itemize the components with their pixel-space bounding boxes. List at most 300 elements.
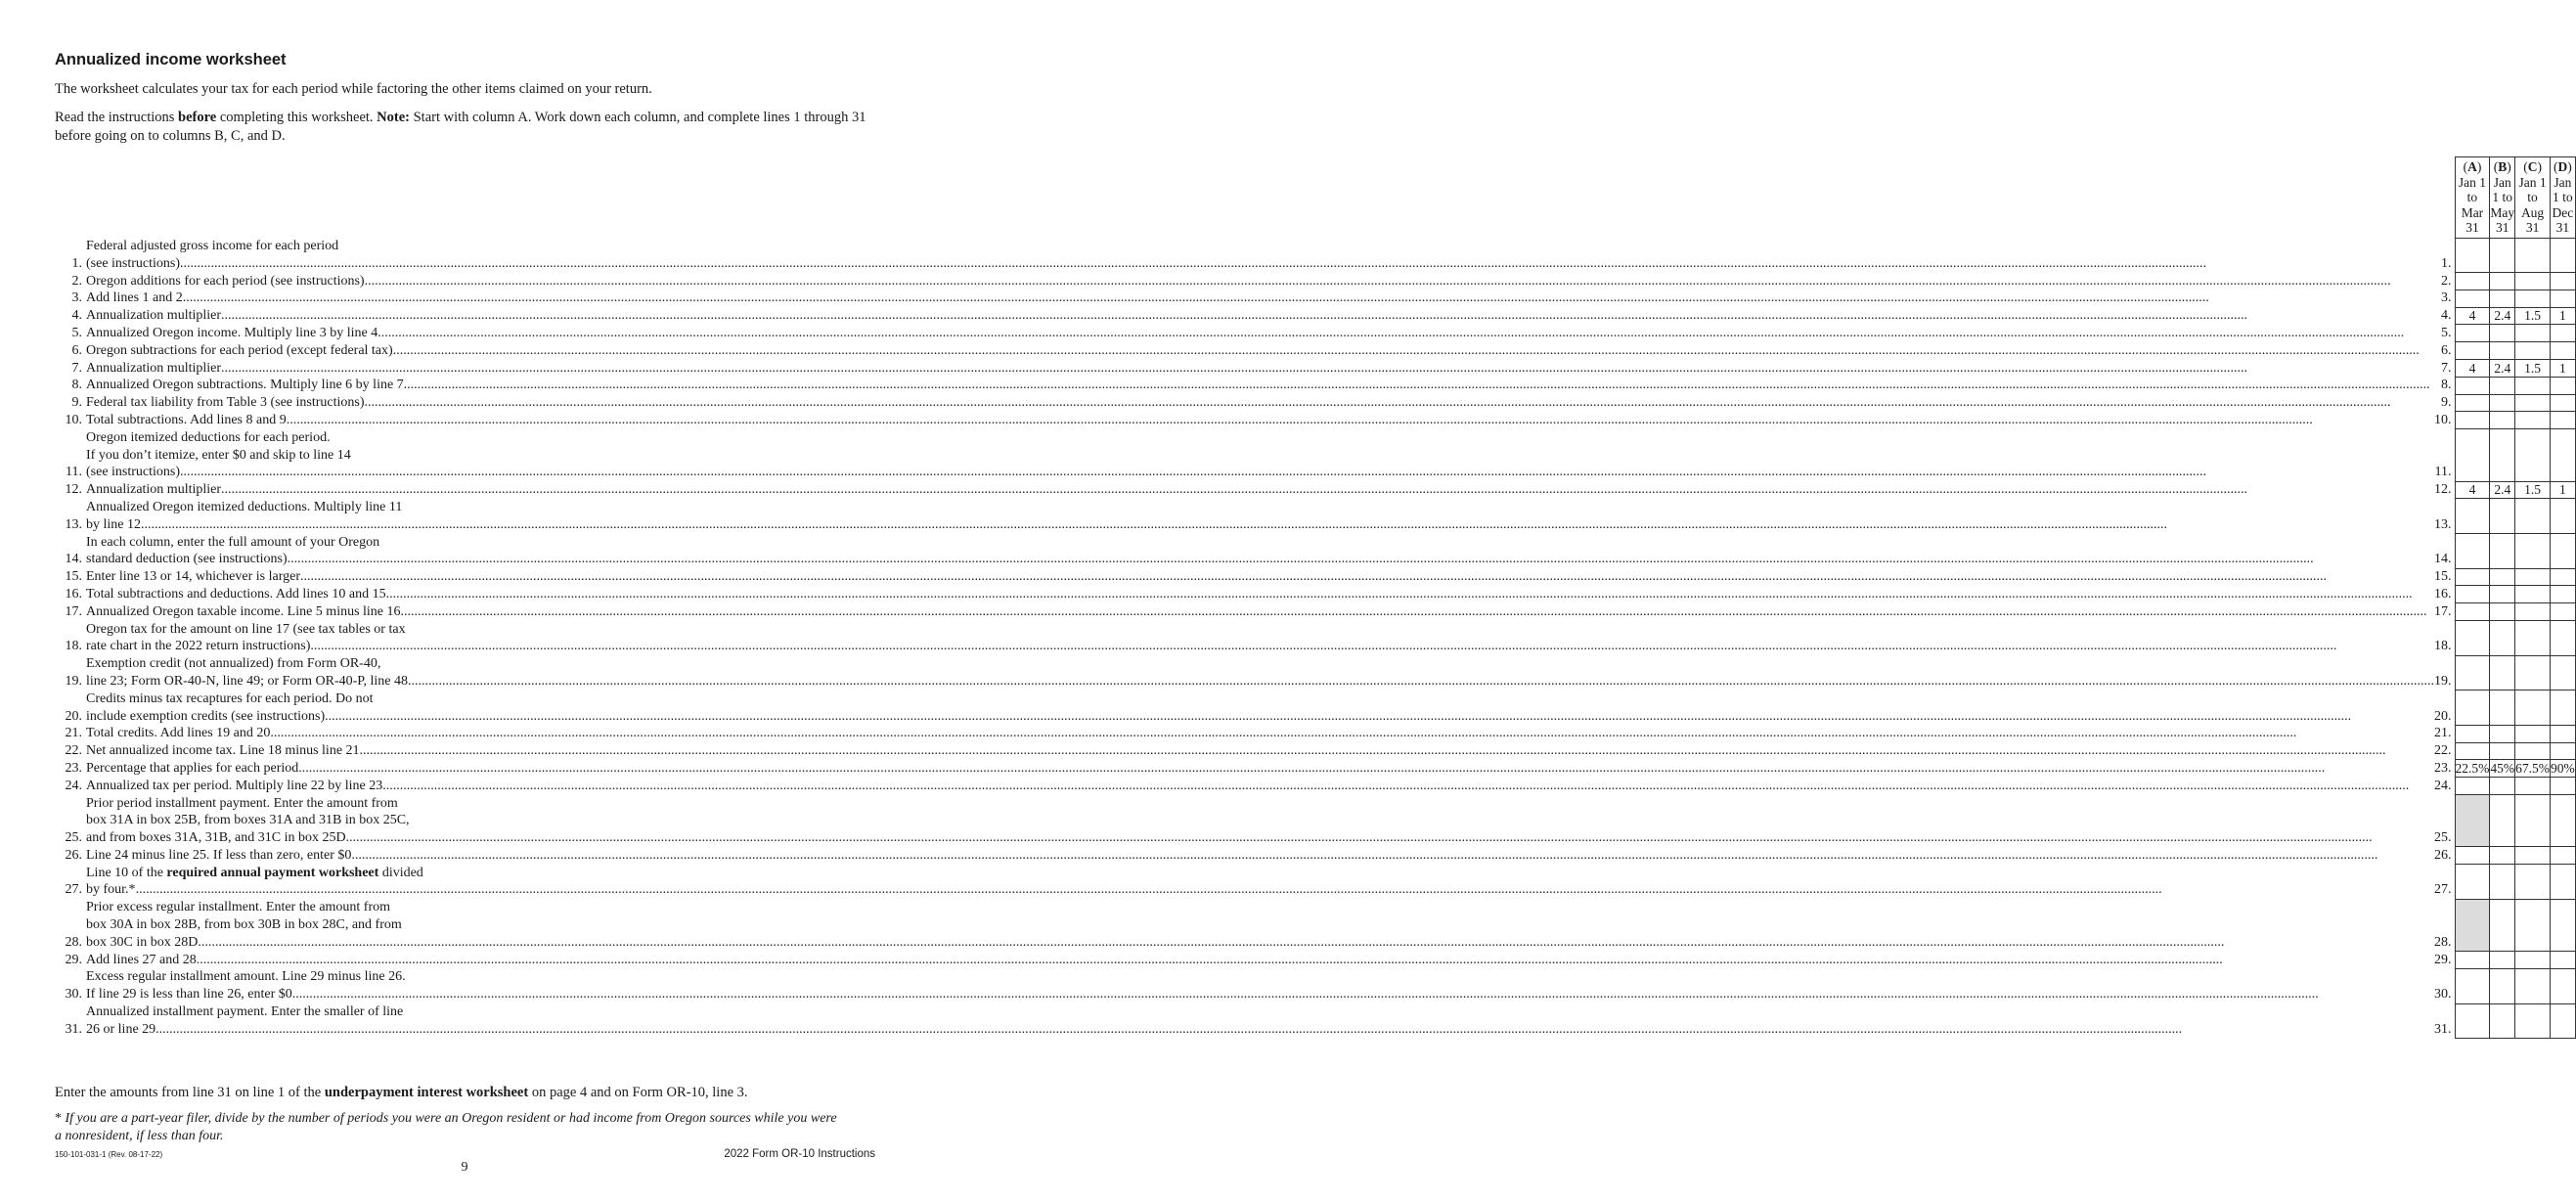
entry-box-a[interactable]: [2455, 952, 2490, 969]
line-number: 27.: [65, 882, 82, 898]
entry-box-b[interactable]: [2490, 655, 2515, 691]
line-reference: 9.: [2441, 395, 2452, 411]
dot-leader: [346, 829, 2434, 847]
line-text: Excess regular installment amount. Line 29 minus line 26.: [86, 969, 406, 985]
preset-value-a: 4: [2455, 481, 2490, 499]
entry-box-a[interactable]: [2455, 429, 2490, 481]
line-reference: 12.: [2434, 482, 2452, 498]
line-reference: 18.: [2434, 639, 2452, 654]
dot-leader: [360, 742, 2434, 760]
entry-box-a[interactable]: [2455, 847, 2490, 865]
entry-box-d[interactable]: [2551, 655, 2576, 691]
dot-leader: [292, 986, 2434, 1003]
closing-bold: underpayment interest worksheet: [324, 1085, 529, 1100]
entry-box-c[interactable]: [2515, 691, 2551, 726]
line-label: [55, 429, 2455, 481]
column-header-a: (A) Jan 1 to Mar 31: [2455, 157, 2490, 239]
worksheet-line-9: [55, 394, 2575, 412]
entry-box-b[interactable]: [2490, 377, 2515, 394]
dot-leader: [198, 934, 2434, 952]
line-label: [55, 290, 2455, 307]
entry-box-c[interactable]: [2515, 952, 2551, 969]
instructions-bold-before: before: [178, 110, 217, 125]
entry-box-a[interactable]: [2455, 603, 2490, 621]
line-reference: 5.: [2441, 325, 2452, 340]
footnote: [55, 1110, 837, 1145]
entry-box-c[interactable]: [2515, 725, 2551, 742]
line-reference: 23.: [2434, 760, 2452, 776]
entry-box-d[interactable]: [2551, 742, 2576, 760]
line-number: 12.: [65, 482, 82, 498]
entry-box-b[interactable]: [2490, 1003, 2515, 1039]
entry-box-b[interactable]: [2490, 394, 2515, 412]
dot-leader: [221, 360, 2441, 378]
line-number: 16.: [65, 586, 82, 602]
worksheet-line-15: [55, 568, 2575, 586]
preset-value-c: 1.5: [2515, 360, 2551, 378]
worksheet-line-2: [55, 273, 2575, 290]
line-text: Percentage that applies for each period: [86, 760, 299, 776]
entry-box-d[interactable]: [2551, 847, 2576, 865]
closing-pre: Enter the amounts from line 31 on line 1 of the: [55, 1085, 325, 1100]
entry-box-d[interactable]: [2551, 968, 2576, 1003]
entry-box-d[interactable]: [2551, 725, 2576, 742]
line-label: [55, 655, 2455, 691]
entry-box-a[interactable]: [2455, 691, 2490, 726]
line-label: [55, 952, 2455, 969]
entry-box-c[interactable]: [2515, 429, 2551, 481]
entry-box-c[interactable]: [2515, 603, 2551, 621]
entry-box-c[interactable]: [2515, 655, 2551, 691]
worksheet-line-13: [55, 499, 2575, 534]
entry-box-d[interactable]: [2551, 394, 2576, 412]
entry-box-c[interactable]: [2515, 325, 2551, 342]
line-number: 20.: [65, 708, 82, 724]
line-text: Credits minus tax recaptures for each period. Do not: [86, 691, 374, 706]
entry-box-a[interactable]: [2455, 621, 2490, 656]
entry-box-d[interactable]: [2551, 778, 2576, 795]
entry-box-c[interactable]: [2515, 795, 2551, 847]
entry-box-d[interactable]: [2551, 377, 2576, 394]
line-text: Add lines 1 and 2: [86, 290, 183, 306]
instructions-paragraph: [55, 109, 886, 146]
line-text: Oregon subtractions for each period (except federal tax): [86, 342, 393, 358]
preset-value-c: 1.5: [2515, 481, 2551, 499]
line-number: 6.: [71, 342, 82, 358]
line-text: Oregon additions for each period (see instructions): [86, 273, 365, 289]
line-text: by four.*: [86, 882, 136, 898]
line-text: If you don’t itemize, enter $0 and skip to line 14: [86, 447, 351, 463]
column-header-b: (B) Jan 1 to May 31: [2490, 157, 2515, 239]
entry-box-c[interactable]: [2515, 968, 2551, 1003]
entry-box-d[interactable]: [2551, 952, 2576, 969]
entry-box-d[interactable]: [2551, 603, 2576, 621]
entry-box-d[interactable]: [2551, 691, 2576, 726]
entry-box-c[interactable]: [2515, 778, 2551, 795]
preset-value-d: 1: [2551, 481, 2576, 499]
line-reference: 19.: [2434, 673, 2452, 689]
entry-box-a[interactable]: [2455, 655, 2490, 691]
entry-box-b[interactable]: [2490, 795, 2515, 847]
dot-leader: [288, 551, 2434, 568]
worksheet-line-11: [55, 429, 2575, 481]
closing-post: on page 4 and on Form OR-10, line 3.: [528, 1085, 748, 1100]
column-header-c: (C) Jan 1 to Aug 31: [2515, 157, 2551, 239]
preset-value-d: 90%: [2551, 761, 2575, 777]
dot-leader: [287, 412, 2434, 429]
entry-box-b[interactable]: [2490, 865, 2515, 900]
worksheet-line-10: [55, 412, 2575, 429]
entry-box-a[interactable]: [2455, 865, 2490, 900]
line-number: 18.: [65, 639, 82, 654]
entry-box-a[interactable]: [2455, 534, 2490, 569]
footnote-text: If you are a part-year filer, divide by the number of periods you were an Oregon resident or had income from Oregon sources while you were a nonresident, if less than four.: [55, 1111, 837, 1143]
entry-box-a[interactable]: [2455, 290, 2490, 307]
entry-box-b[interactable]: [2490, 568, 2515, 586]
line-text: Annualized Oregon income. Multiply line 3 by line 4: [86, 325, 378, 340]
line-label: [55, 325, 2455, 342]
worksheet-line-19: [55, 655, 2575, 691]
worksheet-line-3: [55, 290, 2575, 307]
column-period-end: Dec 31: [2552, 204, 2574, 235]
line-text: Oregon itemized deductions for each period.: [86, 429, 331, 445]
entry-box-b[interactable]: [2490, 778, 2515, 795]
dot-leader: [365, 273, 2441, 290]
line-label: [55, 621, 2455, 656]
line-number: 31.: [65, 1021, 82, 1037]
line-reference: 25.: [2434, 830, 2452, 846]
line-label: [55, 691, 2455, 726]
line-label: [55, 865, 2455, 900]
entry-box-c[interactable]: [2515, 534, 2551, 569]
dot-leader: [197, 952, 2434, 969]
entry-box-b[interactable]: [2490, 742, 2515, 760]
entry-box-b[interactable]: [2490, 290, 2515, 307]
entry-box-c[interactable]: [2515, 342, 2551, 360]
line-text: rate chart in the 2022 return instructions): [86, 639, 311, 654]
column-letter: B: [2498, 159, 2508, 174]
entry-box-b[interactable]: [2490, 586, 2515, 603]
line-text: Exemption credit (not annualized) from Form OR-40,: [86, 656, 381, 672]
entry-box-a[interactable]: [2455, 342, 2490, 360]
entry-box-a[interactable]: [2455, 1003, 2490, 1039]
entry-box-d[interactable]: [2551, 290, 2576, 307]
line-text: Prior excess regular installment. Enter the amount from: [86, 900, 391, 915]
line-text: box 31A in box 25B, from boxes 31A and 31B in box 25C,: [86, 813, 410, 828]
entry-box-b[interactable]: [2490, 273, 2515, 290]
line-label: [55, 778, 2455, 795]
line-number: 3.: [71, 290, 82, 306]
column-header-d: (D) Jan 1 to Dec 31: [2551, 157, 2576, 239]
line-text: Enter line 13 or 14, whichever is larger: [86, 569, 301, 585]
page-number: 9: [461, 1160, 468, 1175]
line-text: Annualization multiplier: [86, 360, 222, 376]
column-letter: C: [2527, 159, 2538, 174]
entry-box-d[interactable]: [2551, 899, 2576, 951]
line-text: If line 29 is less than line 26, enter $0: [86, 987, 292, 1002]
entry-box-d[interactable]: [2551, 429, 2576, 481]
line-text: (see instructions): [86, 465, 181, 480]
line-text: Annualized tax per period. Multiply line 22 by line 23: [86, 778, 383, 793]
line-reference: 1.: [2441, 255, 2452, 271]
worksheet-line-25: [55, 795, 2575, 847]
entry-box-a[interactable]: [2455, 586, 2490, 603]
preset-value-b: 2.4: [2490, 481, 2515, 499]
entry-box-a[interactable]: [2455, 412, 2490, 429]
worksheet-line-23: [55, 760, 2575, 778]
dot-leader: [404, 377, 2441, 394]
dot-leader: [221, 307, 2441, 325]
line-label: [55, 968, 2455, 1003]
form-name-footer: 2022 Form OR-10 Instructions: [724, 1148, 875, 1160]
line-reference: 17.: [2434, 603, 2452, 619]
line-text: Annualization multiplier: [86, 482, 222, 498]
line-number: 17.: [65, 603, 82, 619]
line-reference: 30.: [2434, 987, 2452, 1002]
entry-box-a[interactable]: [2455, 742, 2490, 760]
entry-box-c[interactable]: [2515, 847, 2551, 865]
line-text: box 30A in box 28B, from box 30B in box 28C, and from: [86, 917, 402, 933]
closing-instruction: [55, 1085, 748, 1101]
entry-box-d[interactable]: [2551, 534, 2576, 569]
entry-box-b[interactable]: [2490, 499, 2515, 534]
line-reference: 28.: [2434, 934, 2452, 950]
entry-box-d[interactable]: [2551, 412, 2576, 429]
entry-box-d[interactable]: [2551, 586, 2576, 603]
dot-leader: [300, 568, 2434, 586]
entry-box-d[interactable]: [2551, 568, 2576, 586]
entry-box-d[interactable]: [2551, 273, 2576, 290]
entry-box-b[interactable]: [2490, 238, 2515, 273]
entry-box-b[interactable]: [2490, 342, 2515, 360]
worksheet-line-28: [55, 899, 2575, 951]
line-reference: 14.: [2434, 552, 2452, 567]
line-text: Add lines 27 and 28: [86, 952, 197, 967]
entry-box-c[interactable]: [2515, 586, 2551, 603]
worksheet-line-8: [55, 377, 2575, 394]
line-reference: 20.: [2434, 708, 2452, 724]
entry-box-b[interactable]: [2490, 847, 2515, 865]
line-reference: 8.: [2441, 378, 2452, 393]
entry-box-c[interactable]: [2515, 290, 2551, 307]
dot-leader: [180, 464, 2434, 481]
worksheet-line-7: [55, 360, 2575, 378]
line-number: 28.: [65, 934, 82, 950]
entry-box-c[interactable]: [2515, 1003, 2551, 1039]
column-letter: A: [2467, 159, 2477, 174]
entry-box-c[interactable]: [2515, 238, 2551, 273]
entry-box-a[interactable]: [2455, 778, 2490, 795]
line-label: [55, 412, 2455, 429]
entry-box-c[interactable]: [2515, 865, 2551, 900]
preset-value-c: 1.5: [2515, 307, 2551, 325]
entry-box-c[interactable]: [2515, 568, 2551, 586]
dot-leader: [408, 673, 2434, 691]
entry-box-a[interactable]: [2455, 325, 2490, 342]
dot-leader: [270, 725, 2434, 742]
line-label: [55, 307, 2455, 325]
line-label: [55, 273, 2455, 290]
line-label: [55, 760, 2455, 778]
entry-box-b[interactable]: [2490, 429, 2515, 481]
line-number: 14.: [65, 552, 82, 567]
instructions-pre: Read the instructions: [55, 110, 179, 125]
line-text: by line 12: [86, 516, 141, 532]
line-text: box 30C in box 28D: [86, 934, 199, 950]
entry-box-a[interactable]: [2455, 273, 2490, 290]
line-reference: 3.: [2441, 290, 2452, 306]
entry-box-b[interactable]: [2490, 325, 2515, 342]
entry-box-a[interactable]: [2455, 377, 2490, 394]
line-number: 19.: [65, 673, 82, 689]
dot-leader: [298, 760, 2434, 778]
entry-box-d[interactable]: [2551, 238, 2576, 273]
dot-leader: [393, 342, 2441, 360]
dot-leader: [155, 1021, 2434, 1039]
line-number: 11.: [66, 465, 82, 480]
line-label: [55, 394, 2455, 412]
line-label: [55, 499, 2455, 534]
entry-box-c[interactable]: [2515, 742, 2551, 760]
dot-leader: [378, 325, 2441, 342]
preset-value-c: 67.5%: [2515, 761, 2550, 777]
entry-box-c[interactable]: [2515, 899, 2551, 951]
line-reference: 31.: [2434, 1021, 2452, 1037]
shaded-box-a: [2455, 795, 2490, 847]
worksheet-line-6: [55, 342, 2575, 360]
line-label: [55, 377, 2455, 394]
line-label: [55, 742, 2455, 760]
entry-box-b[interactable]: [2490, 725, 2515, 742]
preset-value-a: 4: [2455, 360, 2490, 378]
line-number: 23.: [65, 760, 82, 776]
line-reference: 26.: [2434, 847, 2452, 863]
dot-leader: [136, 881, 2434, 899]
entry-box-c[interactable]: [2515, 377, 2551, 394]
line-text: (see instructions): [86, 255, 181, 271]
worksheet-line-12: [55, 481, 2575, 499]
entry-box-d[interactable]: [2551, 865, 2576, 900]
preset-value-b: 2.4: [2490, 360, 2515, 378]
entry-box-b[interactable]: [2490, 534, 2515, 569]
entry-box-a[interactable]: [2455, 725, 2490, 742]
line-label: [55, 603, 2455, 621]
dot-leader: [382, 778, 2434, 795]
line-reference: 4.: [2441, 308, 2452, 324]
preset-value-d: 1: [2551, 360, 2576, 378]
dot-leader: [401, 603, 2434, 621]
worksheet-line-27: [55, 865, 2575, 900]
worksheet-line-22: [55, 742, 2575, 760]
entry-box-b[interactable]: [2490, 691, 2515, 726]
line-text: Total subtractions and deductions. Add lines 10 and 15: [86, 586, 386, 602]
entry-box-b[interactable]: [2490, 968, 2515, 1003]
line-text: Federal adjusted gross income for each period: [86, 239, 339, 253]
worksheet-line-24: [55, 778, 2575, 795]
entry-box-d[interactable]: [2551, 1003, 2576, 1039]
header-spacer: [55, 157, 2455, 239]
entry-box-b[interactable]: [2490, 621, 2515, 656]
entry-box-a[interactable]: [2455, 238, 2490, 273]
line-text: Prior period installment payment. Enter the amount from: [86, 795, 398, 811]
line-text: standard deduction (see instructions): [86, 552, 288, 567]
instructions-mid: completing this worksheet.: [216, 110, 378, 125]
entry-box-d[interactable]: [2551, 795, 2576, 847]
line-label: [55, 586, 2455, 603]
line-number: 13.: [65, 516, 82, 532]
line-text: Annualized Oregon itemized deductions. Multiply line 11: [86, 499, 403, 514]
line-number: 4.: [71, 308, 82, 324]
line-text: Annualized installment payment. Enter the smaller of line: [86, 1004, 404, 1020]
entry-box-a[interactable]: [2455, 394, 2490, 412]
entry-box-c[interactable]: [2515, 273, 2551, 290]
entry-box-a[interactable]: [2455, 499, 2490, 534]
line-number: 21.: [65, 726, 82, 741]
line-label: [55, 238, 2455, 273]
entry-box-b[interactable]: [2490, 603, 2515, 621]
entry-box-c[interactable]: [2515, 499, 2551, 534]
line-label: [55, 1003, 2455, 1039]
column-letter: D: [2557, 159, 2568, 174]
line-number: 1.: [71, 255, 82, 271]
worksheet-line-30: [55, 968, 2575, 1003]
line-label: [55, 847, 2455, 865]
worksheet-line-14: [55, 534, 2575, 569]
worksheet-line-31: [55, 1003, 2575, 1039]
form-revision-number: 150-101-031-1 (Rev. 08-17-22): [55, 1150, 163, 1159]
entry-box-d[interactable]: [2551, 325, 2576, 342]
column-period-end: May 31: [2490, 204, 2515, 235]
entry-box-a[interactable]: [2455, 568, 2490, 586]
line-label: [55, 568, 2455, 586]
entry-box-c[interactable]: [2515, 621, 2551, 656]
preset-value-b: 2.4: [2490, 307, 2515, 325]
intro-paragraph: The worksheet calculates your tax for each period while factoring the other items claimed on your return.: [55, 81, 652, 97]
line-text: Annualization multiplier: [86, 308, 222, 324]
entry-box-d[interactable]: [2551, 621, 2576, 656]
line-reference: 6.: [2441, 342, 2452, 358]
line-reference: 16.: [2434, 586, 2452, 602]
line-number: 24.: [65, 778, 82, 793]
entry-box-d[interactable]: [2551, 342, 2576, 360]
worksheet-line-16: [55, 586, 2575, 603]
entry-box-c[interactable]: [2515, 412, 2551, 429]
column-period-start: Jan 1 to: [2492, 174, 2513, 204]
worksheet-line-17: [55, 603, 2575, 621]
entry-box-c[interactable]: [2515, 394, 2551, 412]
column-period-start: Jan 1 to: [2458, 174, 2486, 204]
instructions-bold-note: Note:: [377, 110, 410, 125]
line-reference: 2.: [2441, 273, 2452, 289]
preset-value-a: 22.5%: [2455, 761, 2490, 777]
shaded-box-a: [2455, 899, 2490, 951]
entry-box-b[interactable]: [2490, 412, 2515, 429]
entry-box-a[interactable]: [2455, 968, 2490, 1003]
entry-box-b[interactable]: [2490, 899, 2515, 951]
line-text: Line 24 minus line 25. If less than zero, enter $0: [86, 847, 352, 863]
entry-box-b[interactable]: [2490, 952, 2515, 969]
entry-box-d[interactable]: [2551, 499, 2576, 534]
line-label: [55, 725, 2455, 742]
line-reference: 11.: [2434, 465, 2452, 480]
dot-leader: [365, 394, 2441, 412]
preset-value-b: 45%: [2490, 761, 2515, 777]
worksheet-line-4: [55, 307, 2575, 325]
dot-leader: [141, 516, 2434, 534]
line-label: [55, 534, 2455, 569]
column-header-row: [55, 157, 2575, 239]
line-text: Total credits. Add lines 19 and 20: [86, 726, 271, 741]
